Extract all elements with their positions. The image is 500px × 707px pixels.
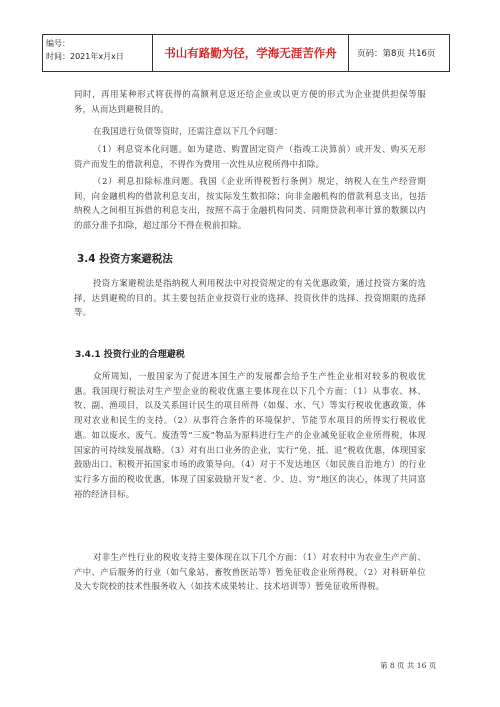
subsection-heading: 3.4.1 投资行业的合理避税 — [75, 350, 185, 360]
section-heading: 3.4 投资方案避税法 — [77, 253, 173, 265]
paragraph-5: 投资方案避税法是指纳税人利用税法中对投资规定的有关优惠政策，通过投资方案的选择，达到避税的目的。其主要包括企业投资行业的选择、投资伙伴的选择、投资期限的选择等。 — [74, 278, 426, 318]
page-footer: 第 8 页 共 16 页 — [380, 661, 437, 670]
header-table — [42, 34, 450, 72]
paragraph-2: 在我国进行负债等资时，还需注意以下几个问题： — [93, 126, 283, 136]
paragraph-4: （2）利息扣除标准问题。我国《企业所得税暂行条例》规定，纳税人在生产经营期间，向金融机构的借款利息支出，按实际发生数扣除；向非金融机构的借款利息支出，包括纳税人之间相互拆借的利息支出，按照不高于金融机构同类、同期贷款利率计算的数额以内的部分准予扣除，超过部分不得在税前扣除。 — [74, 176, 426, 231]
header-motto: 书山有路勤为径，学海无涯苦作舟 — [153, 35, 349, 71]
paragraph-6: 众所周知，一般国家为了促进本国生产的发展都会给予生产性企业相对较多的税收优惠。我国现行税法对生产型企业的税收优惠主要体现在以下几个方面：（1）从事农、林、牧、副、渔项目，以及关系国计民生的项目所得（如煤、水、气）等实行税收优惠政策，体现对农业和民生的支持。（2）从事符合条件的环境保护、节能节水项目的所得实行税收优惠。如以废水、废气、废渣等“三废”物品为原料进行生产的企业减免征收企业所得税，体现国家的可持续发展战略。（3）对有出口业务的企业，实行“免、抵、退”税收优惠，体现国家鼓励出口、积极开拓国家市场的政策导向。（4）对于不发达地区（如民族自治地方）的行业实行多方面的税收优惠，体现了国家鼓励开发“老、少、边、穷”地区的决心，体现了共同富裕的经济目标。 — [74, 371, 426, 499]
time-label: 时间：2021年x月x日 — [46, 52, 124, 61]
paragraph-1: 同时，再用某种形式将获得的高额利息返还给企业或以更方便的形式为企业提供担保等服务，从而达到避税目的。 — [74, 89, 426, 114]
number-label: 编号： — [46, 39, 70, 48]
paragraph-7: 对非生产性行业的税收支持主要体现在以下几个方面：（1）对农村中为农业生产产前、产中、产后服务的行业（如气象站、畜牧兽医站等）暂免征收企业所得税。（2）对科研单位及大专院校的技术性服务收入（如技术成果转让、技术培训等）暂免征收所得税。 — [74, 552, 426, 592]
header-meta — [43, 35, 153, 71]
paragraph-3: （1）利息资本化问题。如为建造、购置固定资产（指竣工决算前）或开发、购买无形资产而发生的借款利息，不得作为费用一次性从应税所得中扣除。 — [74, 144, 426, 169]
header-page-info: 页码：第8页 共16页 — [357, 49, 436, 59]
